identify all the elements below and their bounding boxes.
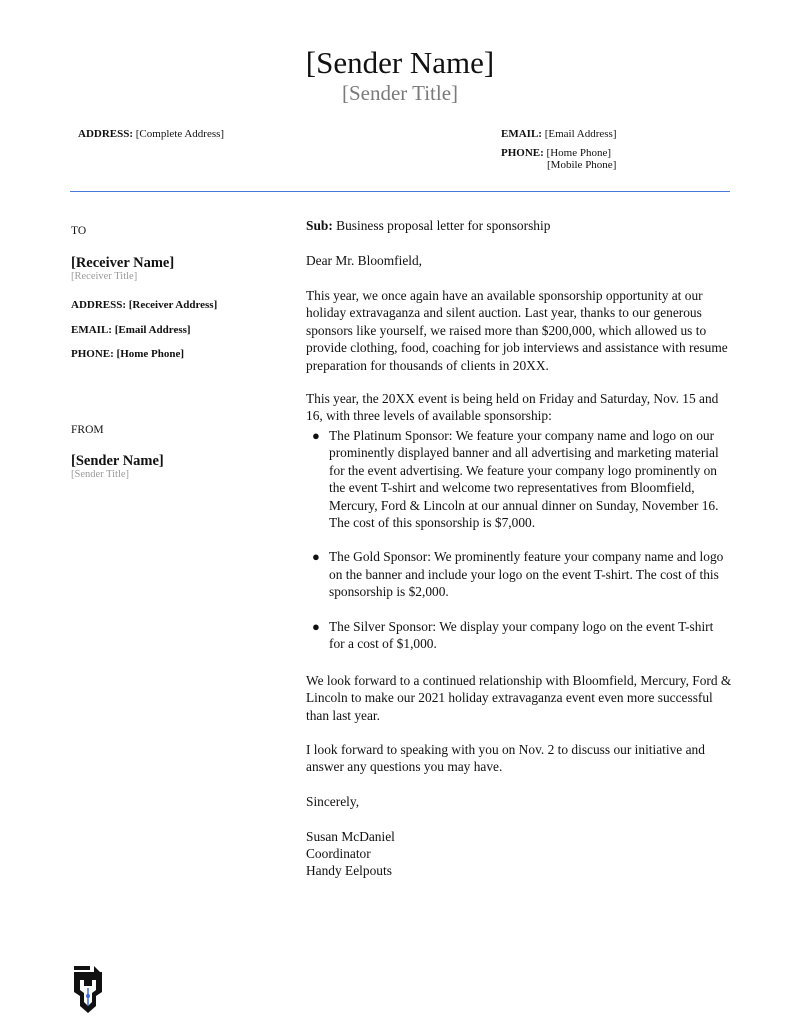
- list-item-gold: [306, 548, 732, 600]
- receiver-email: EMAIL: [Email Address]: [71, 324, 191, 336]
- receiver-name: [Receiver Name]: [71, 255, 175, 271]
- header-sender-name: [Sender Name]: [305, 45, 495, 80]
- signer-role: Coordinator: [306, 846, 371, 861]
- to-label: TO: [71, 225, 87, 237]
- email-label: EMAIL:: [501, 128, 542, 140]
- salutation: Dear Mr. Bloomfield,: [306, 253, 423, 268]
- paragraph-intro: This year, we once again have an available sponsorship opportunity at our holiday extravaganza and silent auction. Last year, thanks to our generous sponsors like yourself, we raised more than $200,000, which allowed us to provide clothing, food, coaching for job interviews and assistance with resume preparation for thousands of clients in 20XX.: [306, 288, 728, 373]
- list-item-platinum: [306, 427, 732, 531]
- subject-text: Business proposal letter for sponsorship: [332, 218, 551, 233]
- signer-org: Handy Eelpouts: [306, 863, 392, 878]
- sidebar-sender-title: [Sender Title]: [71, 469, 130, 480]
- sidebar-sender-name: [Sender Name]: [71, 453, 164, 469]
- phone-label: PHONE:: [501, 147, 544, 159]
- closing: Sincerely,: [306, 794, 360, 809]
- from-label: FROM: [71, 424, 104, 436]
- phone-home-value: [Home Phone]: [546, 147, 611, 159]
- email-value: [Email Address]: [544, 128, 617, 140]
- header-sender-title: [Sender Title]: [341, 81, 459, 105]
- receiver-address: ADDRESS: [Receiver Address]: [71, 299, 218, 311]
- platinum-text: The Platinum Sponsor: We feature your company name and logo on our prominently displayed banner and all advertising and marketing material for the event advertising. We feature your company logo prominently on the event T-shirt and welcome two representatives from Bloomfield, Mercury, Ford & Lincoln at our annual dinner on Sunday, November 16. The cost of this sponsorship is $7,000.: [329, 428, 719, 531]
- address-label: ADDRESS:: [78, 128, 134, 140]
- contact-email: [501, 128, 617, 141]
- silver-text: The Silver Sponsor: We display your company logo on the event T-shirt for a cost of $1,000.: [329, 618, 714, 652]
- receiver-title: [Receiver Title]: [71, 271, 138, 282]
- receiver-phone: PHONE: [Home Phone]: [71, 348, 185, 360]
- bullet-icon: ●: [312, 428, 320, 443]
- contact-address: [78, 128, 224, 141]
- signer-name: Susan McDaniel: [306, 829, 395, 844]
- bullet-icon: ●: [312, 549, 320, 565]
- pen-nib-logo-icon: [72, 966, 104, 1014]
- sponsorship-list: [306, 427, 732, 652]
- gold-text: The Gold Sponsor: We prominently feature your company name and logo on the banner and include your logo on the event T-shirt. The cost of this sponsorship is $2,000.: [329, 549, 724, 600]
- header-divider: [70, 191, 730, 192]
- bullet-icon: ●: [312, 618, 320, 634]
- subject-label: Sub:: [306, 218, 333, 233]
- paragraph-meeting: I look forward to speaking with you on Nov. 2 to discuss our initiative and answer any questions you may have.: [306, 742, 705, 775]
- address-value: [Complete Address]: [135, 128, 225, 140]
- contact-mobile-phone: [Mobile Phone]: [547, 159, 617, 171]
- list-item-silver: [306, 618, 732, 653]
- subject-line: [306, 217, 732, 234]
- paragraph-relationship: We look forward to a continued relationship with Bloomfield, Mercury, Ford & Lincoln to make our 2021 holiday extravaganza event even more successful than last year.: [306, 673, 732, 723]
- paragraph-event: This year, the 20XX event is being held on Friday and Saturday, Nov. 15 and 16, with three levels of available sponsorship:: [306, 391, 719, 424]
